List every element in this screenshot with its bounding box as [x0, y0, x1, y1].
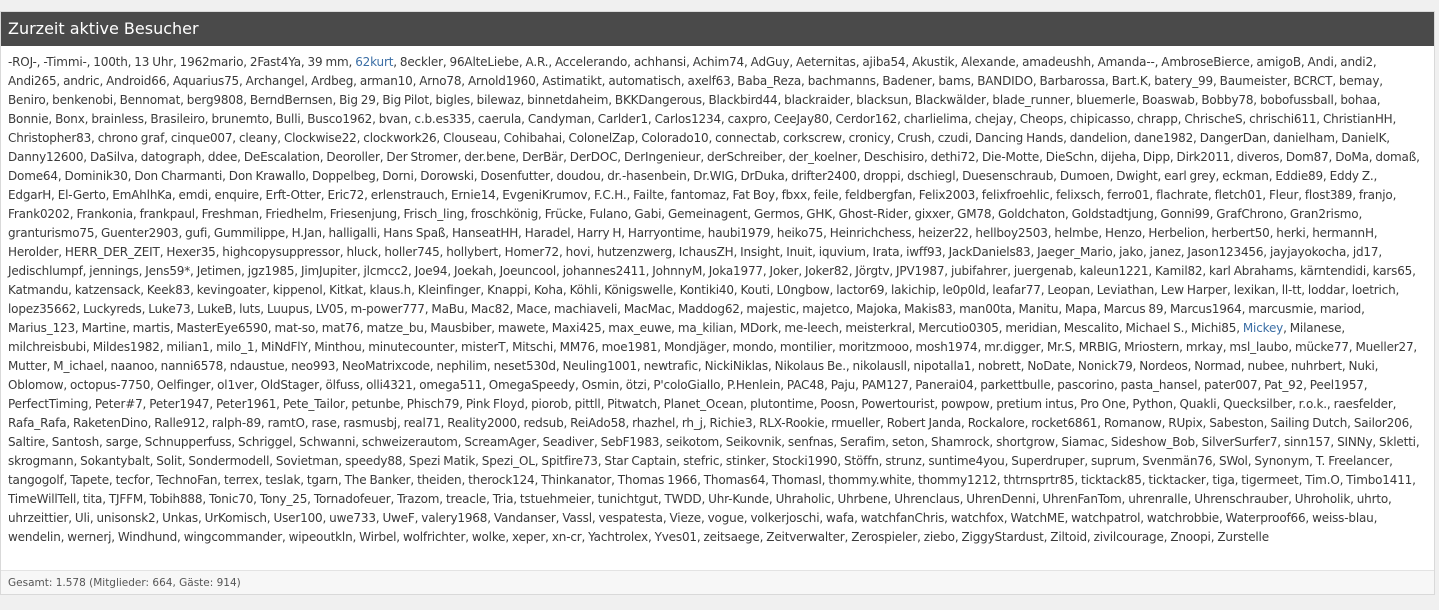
- visitor-names-segment-1: -ROJ-, -Timmi-, 100th, 13 Uhr, 1962mario, 2Fast4Ya, 39 mm,: [8, 55, 356, 69]
- visitor-list: [8, 53, 1426, 547]
- visitor-list-container: [1, 46, 1434, 570]
- visitor-link-62kurt[interactable]: 62kurt: [355, 55, 394, 69]
- visitor-link-mickey[interactable]: Mickey: [1242, 321, 1284, 335]
- visitor-summary: Gesamt: 1.578 (Mitglieder: 664, Gäste: 914): [1, 570, 1434, 594]
- active-visitors-panel: [0, 11, 1435, 595]
- panel-title: Zurzeit aktive Besucher: [1, 12, 1434, 46]
- visitor-names-segment-2: , 8eckler, 96AlteLiebe, A.R., Accelerando, achhansi, Achim74, AdGuy, Aeternitas, ajiba54, Akustik, Alexande, amadeushh, Amanda--, AmbroseBierce, amigoB, Andi, andi2, Andi265, andric, Android66, Aquarius75, Archangel, Ardbeg, arman10, Arno78, Arnold1960, Astimatikt, automatisch, axelf63, Baba_Reza, bachmanns, Badener, bams, BANDIDO, Barbarossa, Bart.K, batery_99, Baumeister, BCRCT, bemay, Beniro, benkenobi, Bennomat, berg9808, BerndBernsen, Big 29, Big Pilot, bigles, bilewaz, binnetdaheim, BKKDangerous, Blackbird44, blackraider, blacksun, Blackwälder, blade_runner, bluemerle, Boaswab, Bobby78, bobofussball, bohaa, Bonnie, Bonx, brainless, Brasileiro, brunemto, Bulli, Busco1962, bvan, c.b.es335, caerula, Candyman, Carlder1, Carlos1234, caxpro, CeeJay80, Cerdor162, charlielima, chejay, Cheops, chipicasso, chrapp, ChrischeS, chrischi611, ChristianHH, Christopher83, chrono graf, cinque007, cleany, Clockwise22, clockwork26, Clouseau, Cohibahai, ColonelZap, Colorado10, connectab, corkscrew, cronicy, Crush, czudi, Dancing Hands, dandelion, dane1982, DangerDan, danielham, DanielK, Danny12600, DaSilva, datograph, ddee, DeEscalation, Deoroller, Der Stromer, der.bene, DerBär, DerDOC, DerIngenieur, derSchreiber, der_koelner, Deschisiro, dethi72, Die-Motte, DieSchn, dijeha, Dipp, Dirk2011, diveros, Dom87, DoMa, domaß, Dome64, Dominik30, Don Charmanti, Don Krawallo, Doppelbeg, Dorni, Dorowski, Dosenfutter, doudou, dr.-hasenbein, Dr.WIG, DrDuka, drifter2400, droppi, dschiegl, Duesenschraub, Dumoen, Dwight, earl grey, eckman, Eddie89, Eddy Z., EdgarH, El-Gerto, EmAhlhKa, emdi, enquire, Erft-Otter, Eric72, erlenstrauch, Ernie14, EvgeniKrumov, F.C.H., Failte, fantomaz, Fat Boy, fbxx, feile, feldbergfan, Felix2003, felixfroehlic, felixsch, ferro01, flachrate, fletch01, Fleur, flost389, franjo, Frank0202, Frankonia, frankpaul, Freshman, Friedhelm, Friesenjung, Frisch_ling, froschkönig, Frücke, Fulano, Gabi, Gemeinagent, Germos, GHK, Ghost-Rider, gixxer, GM78, Goldchaton, Goldstadtjung, Gonni99, GrafChrono, Gran2rismo, granturismo75, Guenter2903, gufi, Gummilippe, H.Jan, halligalli, Hans Spaß, HanseatHH, Haradel, Harry H, Harryontime, haubi1979, heiko75, Heinrichchess, heizer22, hellboy2503, helmbe, Henzo, Herbelion, herbert50, herki, hermannH, Herolder, HERR_DER_ZEIT, Hexer35, highcopysuppressor, hluck, holler745, hollybert, Homer72, hovi, hutzenzwerg, IchausZH, Insight, Inuit, iquvium, Irata, iwff93, JackDaniels83, Jaeger_Mario, jako, janez, Jason123456, jayjayokocha, jd17, Jedischlumpf, jennings, Jens59*, Jetimen, jgz1985, JimJupiter, jlcmcc2, Joe94, Joekah, Joeuncool, johannes2411, JohnnyM, Joka1977, Joker, Joker82, Jörgtv, JPV1987, jubifahrer, juergenab, kaleun1221, Kamil82, karl Abrahams, kärntendidi, kars65, Katmandu, katzensack, Keek83, kevingoater, kippenol, Kitkat, klaus.h, Kleinfinger, Knappi, Koha, Köhli, Königswelle, Kontiki40, Kouti, L0ngbow, lactor69, lakichip, le0p0ld, leafar77, Leopan, Leviathan, Lew Harper, lexikan, ll-tt, loddar, loetrich, lopez35662, Luckyreds, Luke73, LukeB, luts, Luupus, LV05, m-power777, MaBu, Mac82, Mace, machiaveli, MacMac, Maddog62, majestic, majetco, Majoka, Makis83, man00ta, Manitu, Mapa, Marcus 89, Marcus1964, marcusmie, mariod, Marius_123, Martine, martis, MasterEye6590, mat-so, mat76, matze_bu, Mausbiber, mawete, Maxi425, max_euwe, ma_kilian, MDork, me-leech, meisterkral, Mercutio0305, meridian, Mescalito, Michael S., Michi85,: [8, 55, 1420, 335]
- visitor-names-segment-3: , Milanese, milchreisbubi, Mildes1982, milian1, milo_1, MiNdFlY, Minthou, minutecounter, misterT, Mitschi, MM76, moe1981, Mondjäger, mondo, montilier, moritzmooo, mosh1974, mr.digger, Mr.S, MRBIG, Mriostern, mrkay, msl_laubo, mücke77, Mueller27, Mutter, M_ichael, naanoo, nanni6578, ndaustue, neo993, NeoMatrixcode, nephilim, neset530d, Neuling1001, newtrafic, NickiNiklas, Nikolaus Be., nikolausll, nipotalla1, nobrett, NoDate, Nonick79, Nordeos, Normad, nubee, nuhrbert, Nuki, Oblomow, octopus-7750, Oelfinger, ol1ver, OldStager, ölfuss, olli4321, omega511, OmegaSpeedy, Osmin, ötzi, P'coloGiallo, P.Henlein, PAC48, Paju, PAM127, Panerai04, parkettbulle, pascorino, pasta_hansel, pater007, Pat_92, Peel1957, PerfectTiming, Peter#7, Peter1947, Peter1961, Pete_Tailor, petunbe, Phisch79, Pink Floyd, piorob, pittll, Pitwatch, Planet_Ocean, plutontime, Poosn, Powertourist, powpow, pretium intus, Pro One, Python, Quakli, Quecksilber, r.o.k., raesfelder, Rafa_Rafa, RaketenDino, Ralle912, ralph-89, ramtO, rase, rasmusbj, real71, Reality2000, redsub, ReiAdo58, rhazhel, rh_j, Richie3, RLX-Rookie, rmueller, Robert Janda, Rockalore, rocket6861, Romanow, RUpix, Sabeston, Sailing Dutch, Sailor206, Saltire, Santosh, sarge, Schnupperfuss, Schriggel, Schwanni, schweizerautom, ScreamAger, Seadiver, SebF1983, seikotom, Seikovnik, senfnas, Serafim, seton, Shamrock, shortgrow, Siamac, Sideshow_Bob, SilverSurfer7, sinn157, SINNy, Skletti, skrogmann, Sokantybalt, Solit, Sondermodell, Sovietman, speedy88, Spezi Matik, Spezi_OL, Spitfire73, Star Captain, stefric, stinker, Stocki1990, Stöffn, strunz, suntime4you, Superdruper, suprum, Svenmän76, SWol, Synonym, T. Freelancer, tangogolf, Tapete, tecfor, TechnoFan, terrex, teslak, tgarn, The Banker, theiden, therock124, Thinkanator, Thomas 1966, Thomas64, ThomasI, thommy.white, thommy1212, thtrnsprtr85, ticktack85, ticktacker, tiga, tigermeet, Tim.O, Timbo1411, TimeWillTell, tita, TJFFM, Tobih888, Tonic70, Tony_25, Tornadofeuer, Trazom, treacle, Tria, tstuehmeier, tunichtgut, TWDD, Uhr-Kunde, Uhraholic, Uhrbene, Uhrenclaus, UhrenDenni, UhrenFanTom, uhrenralle, Uhrenschrauber, Uhroholik, uhrto, uhrzeittier, Uli, unisonsk2, Unkas, UrKomisch, User100, uwe733, UweF, valery1968, Vandanser, Vassl, vespatesta, Vieze, vogue, volkerjoschi, wafa, watchfanChris, watchfox, WatchME, watchpatrol, watchrobbie, Waterproof66, weiss-blau, wendelin, wernerj, Windhund, wingcommander, wipeoutkln, Wirbel, wolfrichter, wolke, xeper, xn-cr, Yachtrolex, Yves01, zeitsaege, Zeitverwalter, Zerospieler, ziebo, ZiggyStardust, Ziltoid, zivilcourage, Znoopi, Zurstelle: [8, 321, 1420, 544]
